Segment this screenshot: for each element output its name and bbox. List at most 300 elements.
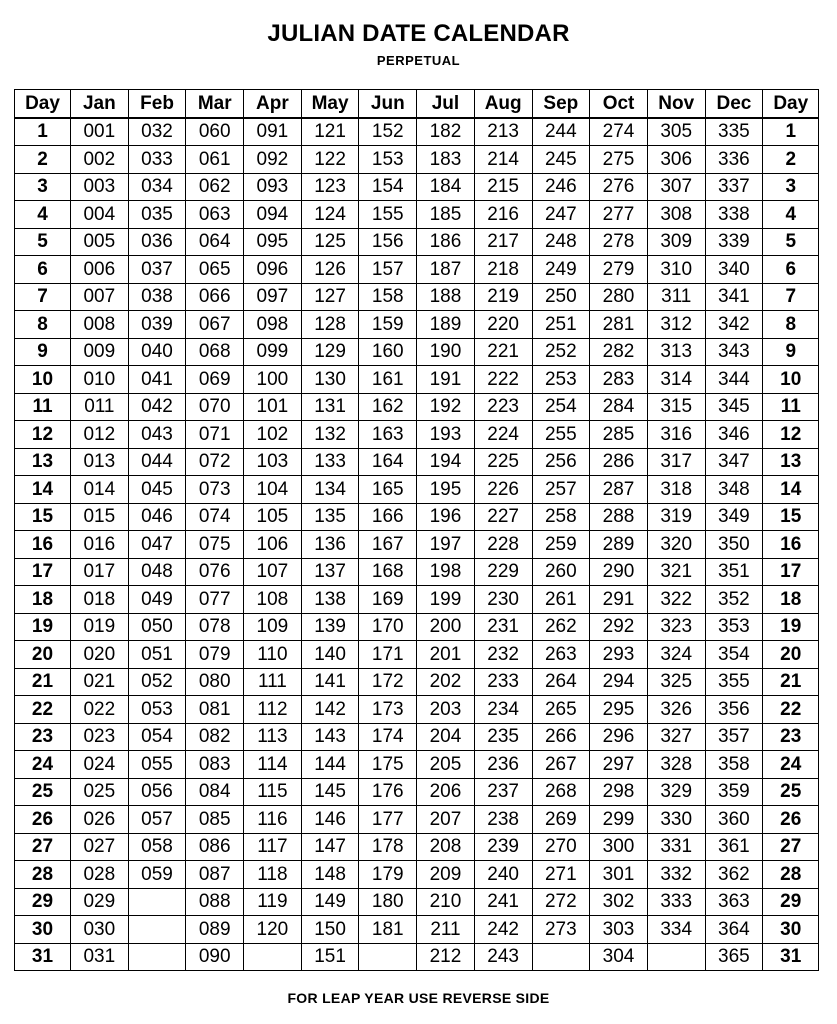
- julian-day-cell: 362: [705, 861, 763, 889]
- julian-day-cell: 335: [705, 118, 763, 146]
- julian-day-cell: 266: [532, 723, 590, 751]
- julian-day-cell: 305: [647, 118, 705, 146]
- julian-day-cell: 005: [71, 228, 129, 256]
- table-row: [15, 393, 819, 421]
- julian-day-cell: 359: [705, 778, 763, 806]
- julian-day-cell: 065: [186, 256, 244, 284]
- day-number-right: 28: [763, 861, 819, 889]
- day-number-right: 10: [763, 366, 819, 394]
- julian-day-cell: 256: [532, 448, 590, 476]
- julian-day-cell: 142: [301, 696, 359, 724]
- julian-day-cell: 153: [359, 146, 417, 174]
- julian-day-cell: 085: [186, 806, 244, 834]
- julian-day-cell: 341: [705, 283, 763, 311]
- day-number-left: 8: [15, 311, 71, 339]
- day-number-left: 14: [15, 476, 71, 504]
- julian-day-cell: 152: [359, 118, 417, 146]
- column-header-jan: Jan: [71, 90, 129, 118]
- julian-day-cell: 099: [244, 338, 302, 366]
- table-row: [15, 503, 819, 531]
- julian-day-cell: 026: [71, 806, 129, 834]
- day-number-right: 26: [763, 806, 819, 834]
- table-row: [15, 531, 819, 559]
- julian-day-cell: 297: [590, 751, 648, 779]
- julian-day-cell: 001: [71, 118, 129, 146]
- julian-day-cell: 195: [417, 476, 475, 504]
- column-header-may: May: [301, 90, 359, 118]
- julian-day-cell: 253: [532, 366, 590, 394]
- julian-day-cell: 280: [590, 283, 648, 311]
- julian-day-cell: 004: [71, 201, 129, 229]
- julian-day-cell: 169: [359, 586, 417, 614]
- julian-day-cell: 278: [590, 228, 648, 256]
- julian-day-cell: 203: [417, 696, 475, 724]
- julian-day-cell: 257: [532, 476, 590, 504]
- julian-day-cell: 150: [301, 916, 359, 944]
- julian-day-cell: 282: [590, 338, 648, 366]
- julian-day-cell: 303: [590, 916, 648, 944]
- column-header-aug: Aug: [474, 90, 532, 118]
- day-number-left: 4: [15, 201, 71, 229]
- julian-day-cell: 126: [301, 256, 359, 284]
- day-number-right: 23: [763, 723, 819, 751]
- julian-day-cell: 291: [590, 586, 648, 614]
- julian-day-cell: 328: [647, 751, 705, 779]
- julian-day-cell: 180: [359, 888, 417, 916]
- julian-day-cell: 167: [359, 531, 417, 559]
- julian-day-cell: 207: [417, 806, 475, 834]
- julian-day-cell: 016: [71, 531, 129, 559]
- julian-day-cell: 036: [128, 228, 186, 256]
- julian-day-cell: 208: [417, 833, 475, 861]
- table-row: [15, 641, 819, 669]
- julian-day-cell: 104: [244, 476, 302, 504]
- day-number-left: 1: [15, 118, 71, 146]
- day-number-right: 18: [763, 586, 819, 614]
- julian-day-cell: 181: [359, 916, 417, 944]
- julian-day-cell: 117: [244, 833, 302, 861]
- day-number-left: 28: [15, 861, 71, 889]
- julian-day-cell: 089: [186, 916, 244, 944]
- table-row: [15, 283, 819, 311]
- julian-day-cell: 204: [417, 723, 475, 751]
- table-row: [15, 916, 819, 944]
- julian-day-cell: 212: [417, 943, 475, 971]
- julian-day-cell: 125: [301, 228, 359, 256]
- julian-day-cell: 130: [301, 366, 359, 394]
- day-number-left: 6: [15, 256, 71, 284]
- julian-day-cell: 122: [301, 146, 359, 174]
- julian-day-cell: 353: [705, 613, 763, 641]
- julian-day-cell: 190: [417, 338, 475, 366]
- julian-day-cell: 264: [532, 668, 590, 696]
- julian-day-cell: 249: [532, 256, 590, 284]
- day-number-left: 29: [15, 888, 71, 916]
- julian-day-cell: 128: [301, 311, 359, 339]
- julian-day-cell: 361: [705, 833, 763, 861]
- julian-day-cell: 063: [186, 201, 244, 229]
- julian-day-cell: 290: [590, 558, 648, 586]
- julian-day-cell: 143: [301, 723, 359, 751]
- page-title: JULIAN DATE CALENDAR: [267, 20, 570, 47]
- julian-day-cell: 225: [474, 448, 532, 476]
- julian-day-cell: 103: [244, 448, 302, 476]
- julian-day-cell: 284: [590, 393, 648, 421]
- julian-day-cell: 216: [474, 201, 532, 229]
- julian-day-cell: 193: [417, 421, 475, 449]
- day-number-right: 31: [763, 943, 819, 971]
- julian-day-cell: 261: [532, 586, 590, 614]
- day-number-right: 11: [763, 393, 819, 421]
- julian-day-cell: 120: [244, 916, 302, 944]
- julian-day-cell: 162: [359, 393, 417, 421]
- julian-day-cell: 346: [705, 421, 763, 449]
- julian-day-cell: 330: [647, 806, 705, 834]
- julian-day-cell: 077: [186, 586, 244, 614]
- julian-day-cell: 230: [474, 586, 532, 614]
- julian-day-cell: 214: [474, 146, 532, 174]
- julian-day-cell: 221: [474, 338, 532, 366]
- julian-day-cell: 231: [474, 613, 532, 641]
- julian-day-cell: 365: [705, 943, 763, 971]
- julian-day-cell: 107: [244, 558, 302, 586]
- table-row: [15, 586, 819, 614]
- julian-day-cell: 255: [532, 421, 590, 449]
- julian-day-cell: 135: [301, 503, 359, 531]
- julian-day-cell: 040: [128, 338, 186, 366]
- column-header-apr: Apr: [244, 90, 302, 118]
- julian-day-cell: 061: [186, 146, 244, 174]
- day-number-right: 14: [763, 476, 819, 504]
- julian-day-cell: 309: [647, 228, 705, 256]
- julian-day-cell: 315: [647, 393, 705, 421]
- julian-day-cell: 093: [244, 173, 302, 201]
- day-number-left: 12: [15, 421, 71, 449]
- julian-day-cell: [647, 943, 705, 971]
- table-row: [15, 723, 819, 751]
- page-subtitle: PERPETUAL: [376, 53, 461, 68]
- day-number-left: 7: [15, 283, 71, 311]
- table-row: [15, 476, 819, 504]
- day-number-left: 3: [15, 173, 71, 201]
- julian-day-cell: 137: [301, 558, 359, 586]
- julian-day-cell: 298: [590, 778, 648, 806]
- julian-day-cell: 042: [128, 393, 186, 421]
- column-header-feb: Feb: [128, 90, 186, 118]
- julian-day-cell: 155: [359, 201, 417, 229]
- table-header-row: [15, 90, 819, 118]
- day-number-right: 19: [763, 613, 819, 641]
- julian-day-cell: 055: [128, 751, 186, 779]
- julian-day-cell: 033: [128, 146, 186, 174]
- julian-day-cell: 053: [128, 696, 186, 724]
- day-number-right: 24: [763, 751, 819, 779]
- julian-day-cell: 232: [474, 641, 532, 669]
- day-number-left: 21: [15, 668, 71, 696]
- julian-day-cell: 245: [532, 146, 590, 174]
- day-number-left: 26: [15, 806, 71, 834]
- julian-day-cell: 017: [71, 558, 129, 586]
- julian-day-cell: 308: [647, 201, 705, 229]
- column-header-oct: Oct: [590, 90, 648, 118]
- julian-day-cell: 101: [244, 393, 302, 421]
- julian-day-cell: 020: [71, 641, 129, 669]
- table-row: [15, 613, 819, 641]
- julian-day-cell: 267: [532, 751, 590, 779]
- julian-day-cell: 013: [71, 448, 129, 476]
- julian-day-cell: 041: [128, 366, 186, 394]
- julian-day-cell: 235: [474, 723, 532, 751]
- julian-day-cell: 083: [186, 751, 244, 779]
- julian-day-cell: 172: [359, 668, 417, 696]
- julian-day-cell: [128, 916, 186, 944]
- julian-day-cell: 030: [71, 916, 129, 944]
- julian-day-cell: 064: [186, 228, 244, 256]
- julian-day-cell: 062: [186, 173, 244, 201]
- day-number-left: 30: [15, 916, 71, 944]
- julian-day-cell: 259: [532, 531, 590, 559]
- day-number-right: 15: [763, 503, 819, 531]
- julian-day-cell: 228: [474, 531, 532, 559]
- julian-day-cell: 325: [647, 668, 705, 696]
- julian-day-cell: 238: [474, 806, 532, 834]
- julian-day-cell: 194: [417, 448, 475, 476]
- julian-day-cell: 045: [128, 476, 186, 504]
- julian-day-cell: 319: [647, 503, 705, 531]
- julian-day-cell: 174: [359, 723, 417, 751]
- julian-day-cell: 132: [301, 421, 359, 449]
- day-number-left: 20: [15, 641, 71, 669]
- julian-day-cell: 237: [474, 778, 532, 806]
- julian-day-cell: 023: [71, 723, 129, 751]
- julian-day-cell: 014: [71, 476, 129, 504]
- day-number-right: 27: [763, 833, 819, 861]
- julian-day-cell: [359, 943, 417, 971]
- column-header-mar: Mar: [186, 90, 244, 118]
- julian-day-cell: 220: [474, 311, 532, 339]
- julian-day-cell: 196: [417, 503, 475, 531]
- julian-day-cell: 096: [244, 256, 302, 284]
- julian-day-cell: 306: [647, 146, 705, 174]
- table-row: [15, 146, 819, 174]
- julian-day-cell: 182: [417, 118, 475, 146]
- julian-day-cell: 165: [359, 476, 417, 504]
- julian-day-cell: 164: [359, 448, 417, 476]
- julian-day-cell: 156: [359, 228, 417, 256]
- day-number-left: 5: [15, 228, 71, 256]
- julian-day-cell: 224: [474, 421, 532, 449]
- day-number-left: 10: [15, 366, 71, 394]
- day-number-right: 13: [763, 448, 819, 476]
- julian-day-cell: 090: [186, 943, 244, 971]
- julian-day-cell: 059: [128, 861, 186, 889]
- julian-day-cell: 206: [417, 778, 475, 806]
- table-row: [15, 228, 819, 256]
- julian-day-cell: 183: [417, 146, 475, 174]
- julian-day-cell: 321: [647, 558, 705, 586]
- julian-day-cell: 241: [474, 888, 532, 916]
- day-number-left: 22: [15, 696, 71, 724]
- julian-day-cell: 272: [532, 888, 590, 916]
- julian-day-cell: 293: [590, 641, 648, 669]
- julian-day-cell: 070: [186, 393, 244, 421]
- julian-day-cell: 236: [474, 751, 532, 779]
- column-header-nov: Nov: [647, 90, 705, 118]
- julian-day-cell: 356: [705, 696, 763, 724]
- julian-day-cell: 217: [474, 228, 532, 256]
- day-number-right: 1: [763, 118, 819, 146]
- julian-day-cell: 091: [244, 118, 302, 146]
- julian-day-cell: 248: [532, 228, 590, 256]
- julian-day-cell: 349: [705, 503, 763, 531]
- julian-day-cell: 215: [474, 173, 532, 201]
- julian-day-cell: 281: [590, 311, 648, 339]
- day-number-right: 30: [763, 916, 819, 944]
- julian-day-cell: 210: [417, 888, 475, 916]
- julian-day-cell: 289: [590, 531, 648, 559]
- julian-day-cell: 233: [474, 668, 532, 696]
- julian-day-cell: 116: [244, 806, 302, 834]
- julian-day-cell: 184: [417, 173, 475, 201]
- day-number-right: 9: [763, 338, 819, 366]
- julian-day-cell: 348: [705, 476, 763, 504]
- julian-day-cell: 131: [301, 393, 359, 421]
- julian-day-cell: 360: [705, 806, 763, 834]
- table-body: [15, 118, 819, 971]
- julian-day-cell: 136: [301, 531, 359, 559]
- julian-day-cell: 046: [128, 503, 186, 531]
- julian-day-cell: 102: [244, 421, 302, 449]
- julian-day-cell: 279: [590, 256, 648, 284]
- julian-day-cell: 312: [647, 311, 705, 339]
- julian-day-cell: 175: [359, 751, 417, 779]
- julian-day-cell: 087: [186, 861, 244, 889]
- julian-day-cell: 129: [301, 338, 359, 366]
- table-row: [15, 201, 819, 229]
- julian-day-cell: 044: [128, 448, 186, 476]
- julian-day-cell: 344: [705, 366, 763, 394]
- julian-day-cell: 288: [590, 503, 648, 531]
- julian-day-cell: 054: [128, 723, 186, 751]
- julian-date-table: [14, 89, 819, 971]
- julian-day-cell: 252: [532, 338, 590, 366]
- footer-note: FOR LEAP YEAR USE REVERSE SIDE: [287, 990, 550, 1006]
- julian-day-cell: 141: [301, 668, 359, 696]
- julian-day-cell: 244: [532, 118, 590, 146]
- table-row: [15, 338, 819, 366]
- julian-day-cell: 109: [244, 613, 302, 641]
- julian-day-cell: 251: [532, 311, 590, 339]
- julian-day-cell: 051: [128, 641, 186, 669]
- julian-day-cell: 088: [186, 888, 244, 916]
- julian-day-cell: 258: [532, 503, 590, 531]
- table-row: [15, 943, 819, 971]
- julian-day-cell: 338: [705, 201, 763, 229]
- julian-day-cell: 081: [186, 696, 244, 724]
- day-number-left: 17: [15, 558, 71, 586]
- julian-day-cell: 069: [186, 366, 244, 394]
- julian-day-cell: 160: [359, 338, 417, 366]
- julian-day-cell: 209: [417, 861, 475, 889]
- julian-day-cell: 073: [186, 476, 244, 504]
- julian-day-cell: 037: [128, 256, 186, 284]
- julian-day-cell: 068: [186, 338, 244, 366]
- julian-day-cell: 028: [71, 861, 129, 889]
- julian-day-cell: 334: [647, 916, 705, 944]
- day-number-right: 3: [763, 173, 819, 201]
- julian-day-cell: 213: [474, 118, 532, 146]
- julian-day-cell: 192: [417, 393, 475, 421]
- day-number-left: 18: [15, 586, 71, 614]
- julian-day-cell: 076: [186, 558, 244, 586]
- day-number-left: 15: [15, 503, 71, 531]
- julian-day-cell: 057: [128, 806, 186, 834]
- day-number-left: 9: [15, 338, 71, 366]
- julian-day-cell: 358: [705, 751, 763, 779]
- day-number-right: 16: [763, 531, 819, 559]
- julian-day-cell: 134: [301, 476, 359, 504]
- julian-day-cell: 138: [301, 586, 359, 614]
- julian-day-cell: [532, 943, 590, 971]
- julian-day-cell: 168: [359, 558, 417, 586]
- julian-day-cell: 197: [417, 531, 475, 559]
- julian-day-cell: 287: [590, 476, 648, 504]
- table-row: [15, 421, 819, 449]
- julian-day-cell: 022: [71, 696, 129, 724]
- julian-day-cell: 177: [359, 806, 417, 834]
- julian-day-cell: 329: [647, 778, 705, 806]
- julian-day-cell: 218: [474, 256, 532, 284]
- julian-day-cell: 307: [647, 173, 705, 201]
- julian-day-cell: 189: [417, 311, 475, 339]
- julian-day-cell: 318: [647, 476, 705, 504]
- column-header-day-right: Day: [763, 90, 819, 118]
- julian-day-cell: 246: [532, 173, 590, 201]
- julian-day-cell: 106: [244, 531, 302, 559]
- day-number-left: 16: [15, 531, 71, 559]
- day-number-left: 19: [15, 613, 71, 641]
- julian-day-cell: 239: [474, 833, 532, 861]
- julian-day-cell: 119: [244, 888, 302, 916]
- julian-day-cell: 304: [590, 943, 648, 971]
- julian-day-cell: 247: [532, 201, 590, 229]
- julian-day-cell: 010: [71, 366, 129, 394]
- table-row: [15, 668, 819, 696]
- julian-day-cell: 354: [705, 641, 763, 669]
- julian-day-cell: 006: [71, 256, 129, 284]
- julian-day-cell: 311: [647, 283, 705, 311]
- julian-day-cell: 015: [71, 503, 129, 531]
- julian-day-cell: 024: [71, 751, 129, 779]
- day-number-right: 2: [763, 146, 819, 174]
- julian-day-cell: 242: [474, 916, 532, 944]
- julian-day-cell: 301: [590, 861, 648, 889]
- julian-day-cell: 052: [128, 668, 186, 696]
- julian-day-cell: 337: [705, 173, 763, 201]
- julian-day-cell: 082: [186, 723, 244, 751]
- column-header-sep: Sep: [532, 90, 590, 118]
- julian-day-cell: 115: [244, 778, 302, 806]
- julian-day-cell: 034: [128, 173, 186, 201]
- table-row: [15, 861, 819, 889]
- julian-day-cell: 075: [186, 531, 244, 559]
- julian-day-cell: 110: [244, 641, 302, 669]
- julian-day-cell: 149: [301, 888, 359, 916]
- julian-day-cell: 123: [301, 173, 359, 201]
- day-number-right: 17: [763, 558, 819, 586]
- julian-day-cell: 202: [417, 668, 475, 696]
- julian-day-cell: 285: [590, 421, 648, 449]
